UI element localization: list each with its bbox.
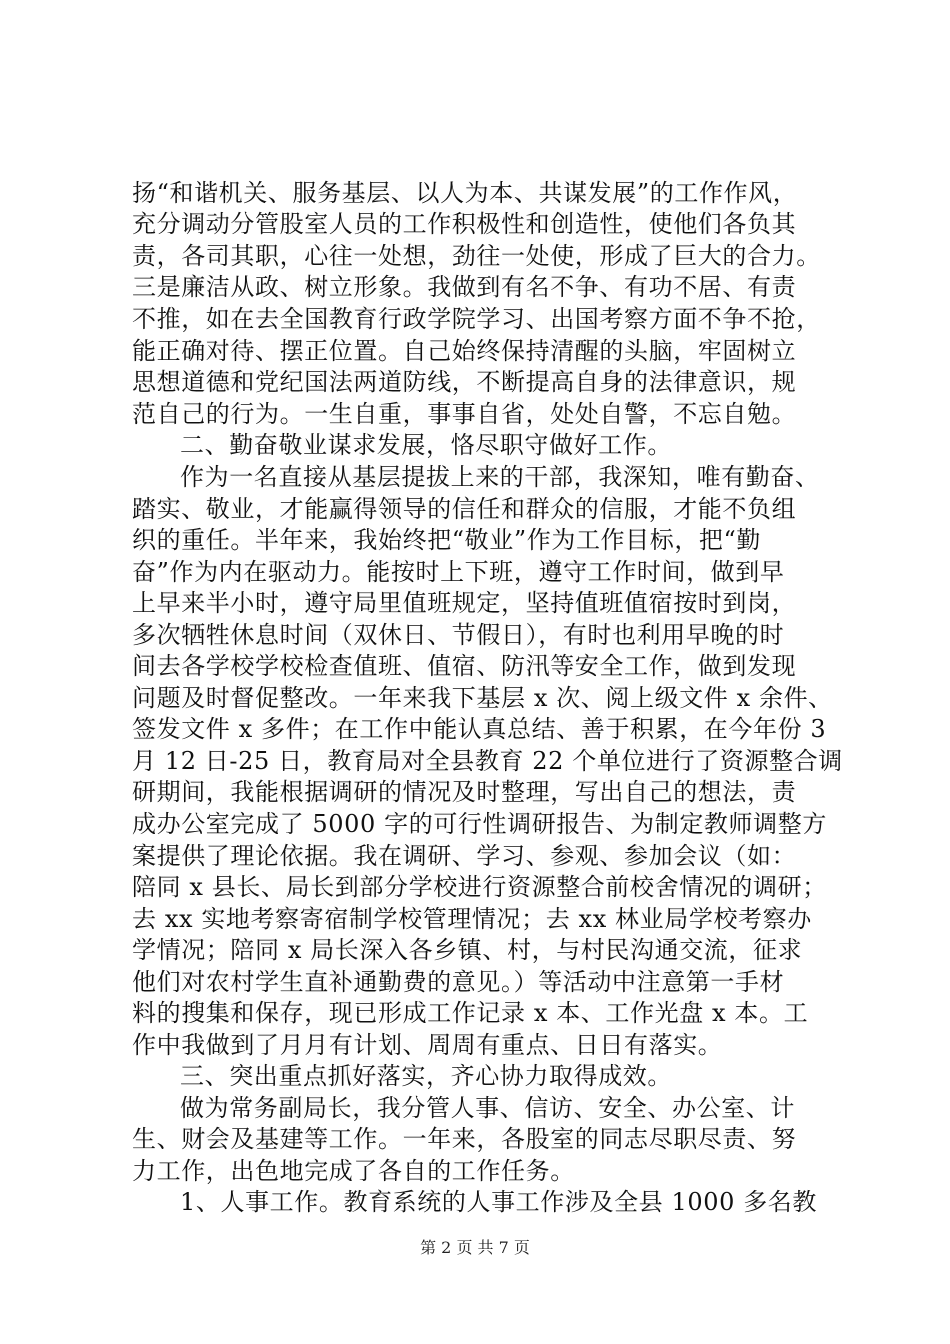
- text-line: 间去各学校学校检查值班、值宿、防汛等安全工作，做到发现: [132, 652, 797, 680]
- text-line: 1、人事工作。教育系统的人事工作涉及全县 1000 多名教: [180, 1188, 818, 1216]
- text-line: 范自己的行为。一生自重，事事自省，处处自警，不忘自勉。: [132, 400, 797, 428]
- text-line: 上早来半小时，遵守局里值班规定，坚持值班值宿按时到岗，: [132, 589, 797, 617]
- text-line: 能正确对待、摆正位置。自己始终保持清醒的头脑，牢固树立: [132, 337, 797, 365]
- text-line: 作为一名直接从基层提拔上来的干部，我深知，唯有勤奋、: [180, 463, 820, 491]
- text-line: 他们对农村学生直补通勤费的意见。）等活动中注意第一手材: [132, 968, 785, 996]
- text-line: 作中我做到了月月有计划、周周有重点、日日有落实。: [132, 1031, 723, 1059]
- text-line: 学情况；陪同 x 局长深入各乡镇、村，与村民沟通交流，征求: [132, 936, 803, 964]
- text-line: 奋”作为内在驱动力。能按时上下班，遵守工作时间，做到早: [132, 558, 785, 586]
- text-line: 生、财会及基建等工作。一年来，各股室的同志尽职尽责、努: [132, 1125, 797, 1153]
- text-line: 多次牺牲休息时间（双休日、节假日），有时也利用早晚的时: [132, 621, 785, 649]
- text-line: 签发文件 x 多件；在工作中能认真总结、善于积累，在今年份 3: [132, 715, 827, 743]
- text-line: 月 12 日-25 日，教育局对全县教育 22 个单位进行了资源整合调: [132, 747, 843, 775]
- text-line: 充分调动分管股室人员的工作积极性和创造性，使他们各负其: [132, 210, 797, 238]
- text-line: 三是廉洁从政、树立形象。我做到有名不争、有功不居、有责: [132, 273, 797, 301]
- section-heading: 三、突出重点抓好落实，齐心协力取得成效。: [180, 1062, 672, 1090]
- text-line: 踏实、敬业，才能赢得领导的信任和群众的信服，才能不负组: [132, 495, 797, 523]
- section-heading: 二、勤奋敬业谋求发展，恪尽职守做好工作。: [180, 431, 672, 459]
- text-line: 做为常务副局长，我分管人事、信访、安全、办公室、计: [180, 1094, 795, 1122]
- text-line: 力工作，出色地完成了各自的工作任务。: [132, 1157, 575, 1185]
- text-line: 不推，如在去全国教育行政学院学习、出国考察方面不争不抢，: [132, 305, 821, 333]
- text-line: 成办公室完成了 5000 字的可行性调研报告、为制定教师调整方: [132, 810, 827, 838]
- page-number-footer: 第 2 页 共 7 页: [420, 1238, 530, 1257]
- text-line: 研期间，我能根据调研的情况及时整理，写出自己的想法，责: [132, 778, 797, 806]
- text-line: 陪同 x 县长、局长到部分学校进行资源整合前校舍情况的调研；: [132, 873, 827, 901]
- text-line: 思想道德和党纪国法两道防线，不断提高自身的法律意识，规: [132, 368, 797, 396]
- text-line: 问题及时督促整改。一年来我下基层 x 次、阅上级文件 x 余件、: [132, 684, 833, 712]
- text-line: 去 xx 实地考察寄宿制学校管理情况；去 xx 林业局学校考察办: [132, 905, 812, 933]
- text-line: 料的搜集和保存，现已形成工作记录 x 本、工作光盘 x 本。工: [132, 999, 809, 1027]
- text-line: 扬“和谐机关、服务基层、以人为本、共谋发展”的工作作风，: [132, 179, 798, 207]
- text-line: 案提供了理论依据。我在调研、学习、参观、参加会议（如：: [132, 842, 797, 870]
- text-line: 责，各司其职，心往一处想，劲往一处使，形成了巨大的合力。: [132, 242, 821, 270]
- text-line: 织的重任。半年来，我始终把“敬业”作为工作目标，把“勤: [132, 526, 762, 554]
